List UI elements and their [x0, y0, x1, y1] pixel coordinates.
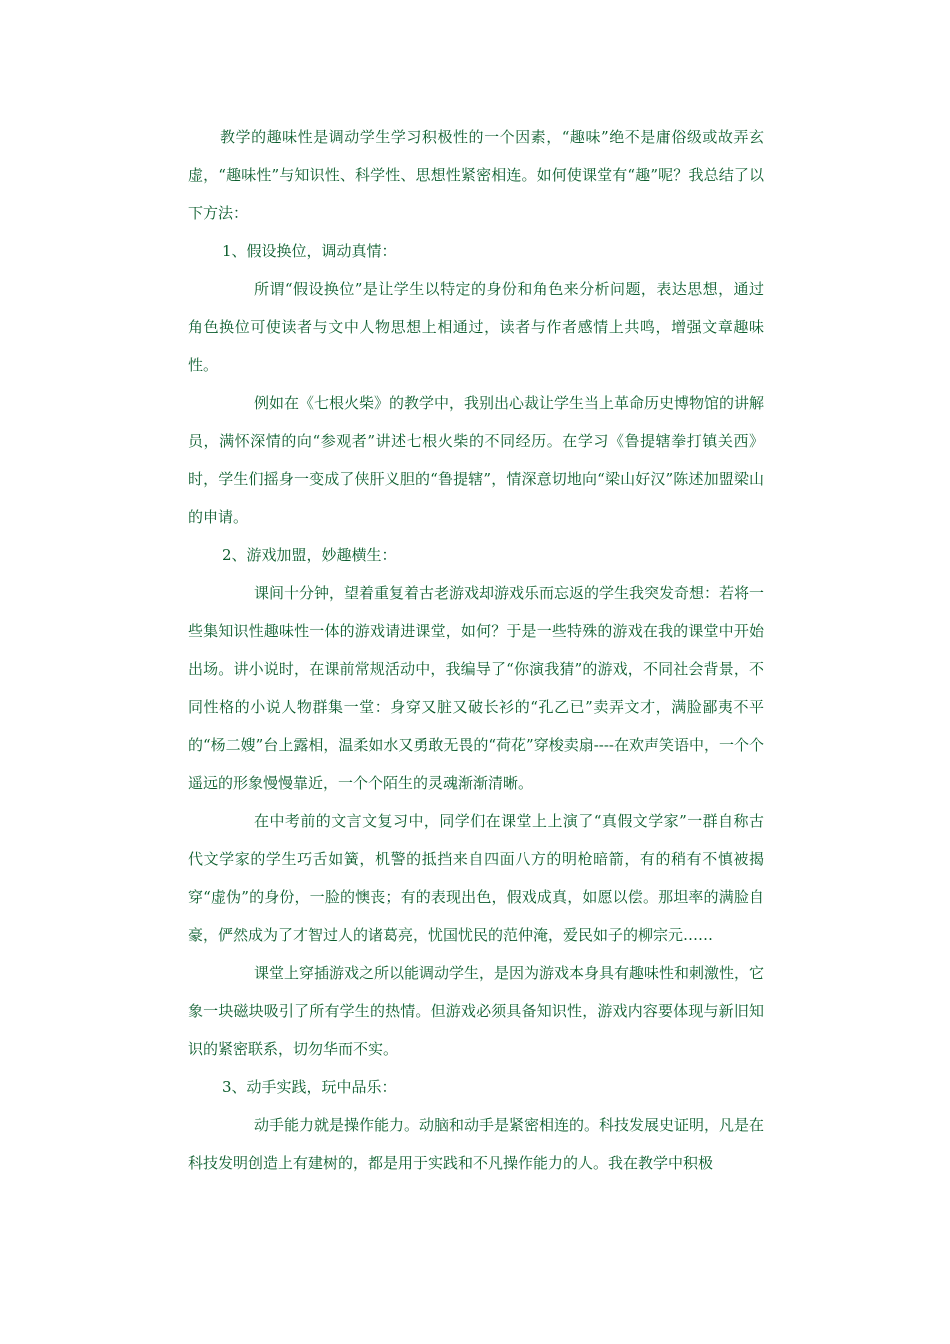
- section-heading-1: 1、假设换位，调动真情：: [222, 242, 397, 260]
- section-heading-2: 2、游戏加盟，妙趣横生：: [222, 546, 397, 564]
- body-paragraph: 所谓“假设换位”是让学生以特定的身份和角色来分析问题，表达思想，通过角色换位可使读者与文中人物思想上相通过，读者与作者感情上共鸣，增强文章趣味性。: [188, 280, 764, 374]
- body-paragraph: 在中考前的文言文复习中，同学们在课堂上上演了“真假文学家”一群自称古代文学家的学生巧舌如簧，机警的抵挡来自四面八方的明枪暗箭，有的稍有不慎被揭穿“虚伪”的身份，一脸的懊丧；有的表现出色，假戏成真，如愿以偿。那坦率的满脸自豪，俨然成为了才智过人的诸葛亮，忧国忧民的范仲淹，爱民如子的柳宗元……: [188, 812, 764, 944]
- body-paragraph: 课间十分钟，望着重复着古老游戏却游戏乐而忘返的学生我突发奇想：若将一些集知识性趣味性一体的游戏请进课堂，如何？于是一些特殊的游戏在我的课堂中开始出场。讲小说时，在课前常规活动中，我编导了“你演我猜”的游戏，不同社会背景，不同性格的小说人物群集一堂：身穿又脏又破长衫的“孔乙已”卖弄文才，满脸鄙夷不平的“杨二嫂”台上露相，温柔如水又勇敢无畏的“荷花”穿梭卖扇----在欢声笑语中，一个个遥远的形象慢慢靠近，一个个陌生的灵魂渐渐清晰。: [188, 584, 765, 792]
- body-paragraph: 动手能力就是操作能力。动脑和动手是紧密相连的。科技发展史证明，凡是在科技发明创造上有建树的，都是用于实践和不凡操作能力的人。我在教学中积极: [188, 1116, 765, 1172]
- intro-paragraph: 教学的趣味性是调动学生学习积极性的一个因素，“趣味”绝不是庸俗级或故弄玄虚，“趣味性”与知识性、科学性、思想性紧密相连。如何使课堂有“趣”呢？我总结了以下方法：: [188, 128, 764, 222]
- body-paragraph: 课堂上穿插游戏之所以能调动学生，是因为游戏本身具有趣味性和刺激性，它象一块磁块吸引了所有学生的热情。但游戏必须具备知识性，游戏内容要体现与新旧知识的紧密联系，切勿华而不实。: [188, 964, 765, 1058]
- document-body: [188, 118, 764, 1182]
- section-heading-3: 3、动手实践，玩中品乐：: [222, 1078, 397, 1096]
- body-paragraph: 例如在《七根火柴》的教学中，我别出心裁让学生当上革命历史博物馆的讲解员，满怀深情的向“参观者”讲述七根火柴的不同经历。在学习《鲁提辖拳打镇关西》时，学生们摇身一变成了侠肝义胆的“鲁提辖”，情深意切地向“梁山好汉”陈述加盟梁山的申请。: [188, 394, 765, 526]
